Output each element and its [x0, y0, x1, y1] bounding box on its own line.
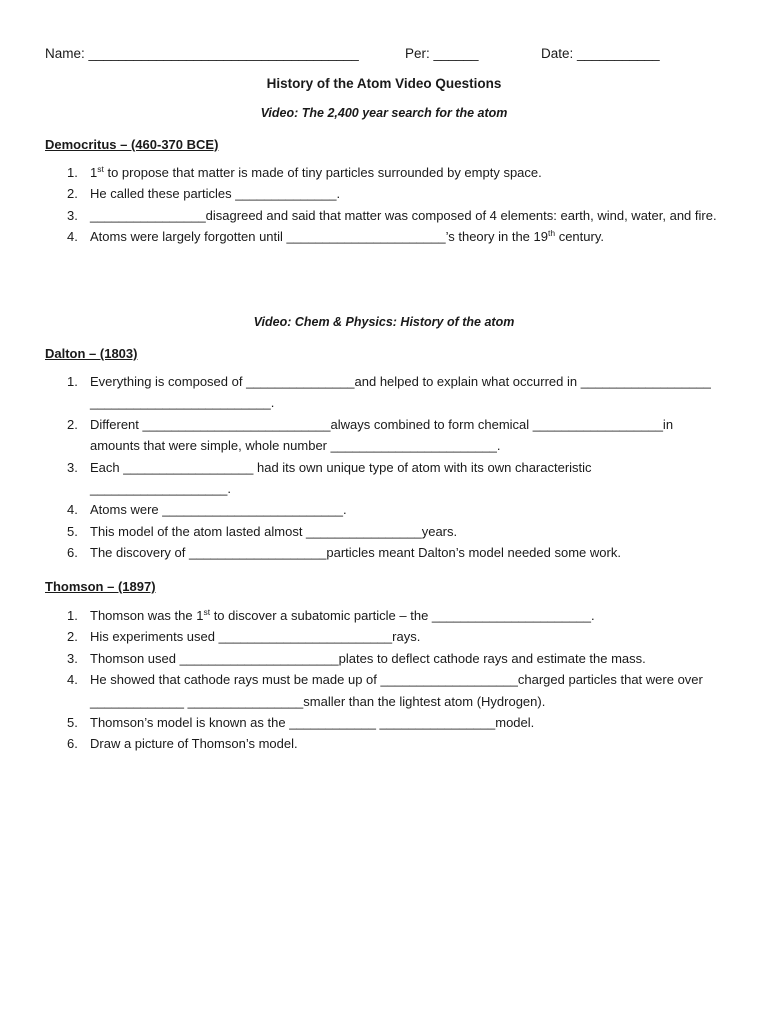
list-item: 5. Thomson’s model is known as the ____________ ________________model. [67, 715, 535, 731]
list-item: 4. Atoms were largely forgotten until ______________________’s theory in the 19th century. [67, 228, 604, 245]
list-item: 3. Thomson used ______________________plates to deflect cathode rays and estimate the mass. [67, 650, 646, 666]
list-item: 1. Everything is composed of _______________and helped to explain what occurred in __________________ _________________________. [67, 374, 711, 411]
date-field-label: Date: ___________ [541, 46, 660, 61]
list-item: 4. He showed that cathode rays must be made up of ___________________charged particles that were over _____________ ________________smaller than the lightest atom (Hydrogen). [67, 672, 703, 709]
list-item: 3. Each __________________ had its own unique type of atom with its own characteristic ___________________. [67, 459, 592, 497]
worksheet-title: History of the Atom Video Questions [266, 76, 502, 91]
period-field-label: Per: ______ [405, 46, 479, 61]
list-item: 6. Draw a picture of Thomson’s model. [67, 736, 298, 752]
list-item: 4. Atoms were _________________________. [67, 502, 347, 518]
list-item: 5. This model of the atom lasted almost ________________years. [67, 523, 458, 539]
section-heading-democritus: Democritus – (460-370 BCE) [45, 137, 219, 152]
democritus-question-list [45, 162, 725, 248]
section-heading-thomson: Thomson – (1897) [45, 579, 156, 594]
section-heading-dalton: Dalton – (1803) [45, 346, 138, 361]
list-item: 6. The discovery of ___________________particles meant Dalton’s model needed some work. [67, 545, 621, 561]
name-field-label: Name: ____________________________________ [45, 46, 359, 61]
list-item: 2. He called these particles ______________. [67, 186, 341, 202]
thomson-question-list [45, 605, 725, 755]
list-item: 2. Different __________________________always combined to form chemical __________________in amounts that were simple, whole number _______________________. [67, 416, 674, 454]
video-title-2: Video: Chem & Physics: History of the atom [253, 315, 515, 329]
list-item: 1. Thomson was the 1st to discover a subatomic particle – the ______________________. [67, 607, 595, 623]
list-item: 1. 1st to propose that matter is made of tiny particles surrounded by empty space. [67, 164, 542, 180]
list-item: 3. ________________disagreed and said that matter was composed of 4 elements: earth, wind, water, and fire. [67, 207, 717, 223]
list-item: 2. His experiments used ________________________rays. [67, 629, 421, 645]
dalton-question-list [45, 371, 725, 564]
video-title-1: Video: The 2,400 year search for the atom [260, 106, 508, 120]
